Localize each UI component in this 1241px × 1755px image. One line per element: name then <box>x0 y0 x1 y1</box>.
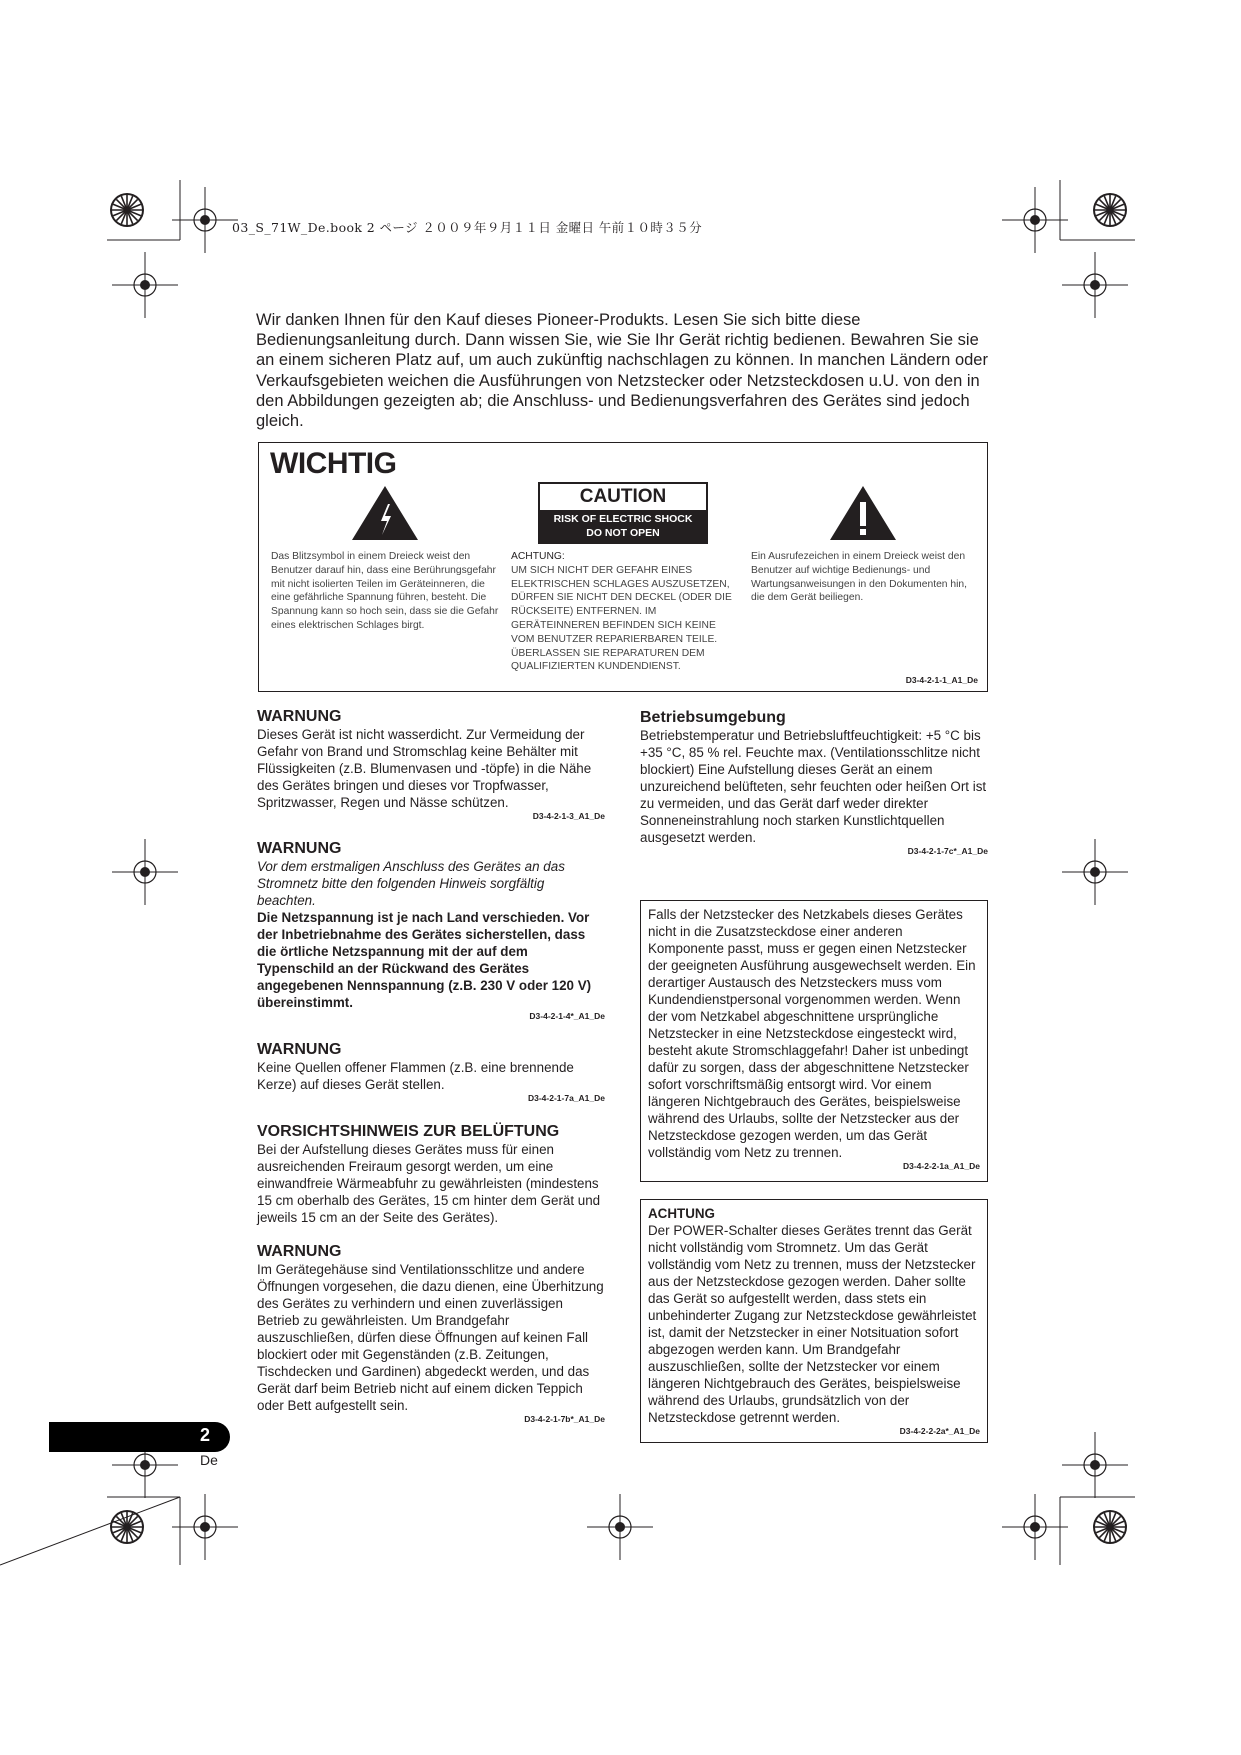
netzstecker-code: D3-4-2-2-1a_A1_De <box>902 1161 980 1171</box>
file-header: 03_S_71W_De.book 2 ページ ２００９年９月１１日 金曜日 午前１０時３５分 <box>232 220 702 235</box>
page-number: 2 <box>200 1425 211 1445</box>
betriebsumgebung-text: Betriebstemperatur und Betriebsluftfeuchtigkeit: +5 °C bis +35 °C, 85 % rel. Feuchte max. (Ventilationsschlitze nicht blockiert) Eine Aufstellung dieses Gerät an einem unzureichend belüfteten, sehr feuchten oder heißen Ort ist zu vermeiden, und das Gerät darf weder direkter Sonneneinstrahlung noch starken Kunstlichtquellen ausgesetzt werden. <box>640 728 987 845</box>
wichtig-title: WICHTIG <box>270 447 397 480</box>
power-label: POWER <box>673 1223 724 1238</box>
belueftung-text: Bei der Aufstellung dieses Gerätes muss für einen ausreichenden Freiraum gesorgt werden, um eine einwandfreie Wärmeabfuhr zu gewährleisten (mindestens 15 cm oberhalb des Gerätes, 15 cm hinter dem Gerät und jeweils 15 cm an der Seite des Gerätes). <box>257 1142 601 1225</box>
warnung-1-title: WARNUNG <box>257 708 342 725</box>
intro-paragraph: Wir danken Ihnen für den Kauf dieses Pioneer-Produkts. Lesen Sie sich bitte diese Bedienungsanleitung durch. Dann wissen Sie, wie Sie Ihr Gerät richtig bedienen. Bewahren Sie sie an einem sicheren Platz auf, um auch zukünftig nachschlagen zu können. In manchen Ländern oder Verkaufsgebieten weichen die Ausführungen von Netzstecker oder Netzsteckdosen u.U. von den in den Abbildungen gezeigten ab; die Anschluss- und Bedienungsverfahren des Gerätes sind jedoch gleich. <box>256 311 988 431</box>
netzstecker-text: Falls der Netzstecker des Netzkabels dieses Gerätes nicht in die Zusatzsteckdose einer anderen Komponente passt, muss er gegen einen Netzstecker der geeigneten Ausführung ausgewechselt werden. Ein derartiger Austausch des Netzsteckers muss vom Kundendienstpersonal vorgenommen werden. Wenn der vom Netzkabel abgeschnittene ursprüngliche Netzstecker in eine Netzsteckdose eingesteckt wird, besteht akute Stromschlaggefahr! Daher ist unbedingt dafür zu sorgen, dass der abgeschnittene Netzstecker sofort vorschriftsmäßig entsorgt wird. Vor einem längeren Nichtgebrauch des Gerätes, beispielsweise während des Urlaubs, sollte der Netzstecker aus der Netzsteckdose gezogen werden, um das Gerät vollständig vom Netz zu trennen. <box>648 907 976 1160</box>
warnung-4-title: WARNUNG <box>257 1243 342 1260</box>
exclamation-explanation: Ein Ausrufezeichen in einem Dreieck weist den Benutzer auf wichtige Bedienungs- und Wartungsanweisungen in den Dokumenten hin, die dem Gerät beiliegen. <box>751 551 967 604</box>
right-column <box>640 709 988 856</box>
achtung-text: UM SICH NICHT DER GEFAHR EINES ELEKTRISCHEN SCHLAGES AUSZUSETZEN, DÜRFEN SIE NICHT DEN DECKEL (ODER DIE RÜCKSEITE) ENTFERNEN. IM GERÄTEINNEREN BEFINDEN SICH KEINE VOM BENUTZER REPARIERBAREN TEILE. ÜBERLASSEN SIE REPARATUREN DEM QUALIFIZIERTEN KUNDENDIENST. <box>511 564 732 673</box>
achtung-box-title: ACHTUNG <box>648 1206 715 1221</box>
lightning-explanation: Das Blitzsymbol in einem Dreieck weist den Benutzer darauf hin, dass eine Berührungsgefahr mit nicht isolierten Teilen im Geräteinneren, die eine gefährliche Spannung führen, besteht. Die Spannung kann so hoch sein, dass sie die Gefahr eines elektrischen Schlages birgt. <box>271 551 499 631</box>
lightning-triangle-icon <box>350 484 420 542</box>
warnung-1-text: Dieses Gerät ist nicht wasserdicht. Zur Vermeidung der Gefahr von Brand und Stromschlag keine Behälter mit Flüssigkeiten (z.B. Blumenvasen und -töpfe) in die Nähe des Gerätes bringen und dieses vor Tropfwasser, Spritzwasser, Regen und Nässe schützen. <box>257 727 592 810</box>
page-language: De <box>200 1452 218 1468</box>
warnung-3-title: WARNUNG <box>257 1041 342 1058</box>
warnung-1-code: D3-4-2-1-3_A1_De <box>532 811 605 821</box>
achtung-box-body: -Schalter dieses Gerätes trennt das Gerät nicht vollständig vom Stromnetz. Um das Gerät vollständig vom Netz zu trennen, muss der Netzstecker aus der Netzsteckdose gezogen werden. Daher sollte das Gerät so aufgestellt werden, dass stets ein unbehinderter Zugang zur Netzsteckdose gewährleistet ist, damit der Netzstecker in einer Notsituation sofort abgezogen werden kann. Um Brandgefahr auszuschließen, sollte der Netzstecker vor einem längeren Nichtgebrauch des Gerätes, beispielsweise während des Urlaubs, grundsätzlich von der Netzsteckdose getrennt werden. <box>648 1223 977 1425</box>
netzstecker-box <box>640 900 988 1182</box>
betriebsumgebung-title: Betriebsumgebung <box>640 709 786 726</box>
warnung-4-text: Im Gerätegehäuse sind Ventilationsschlitze und andere Öffnungen vorgesehen, die dazu dienen, eine Überhitzung des Gerätes zu verhindern und einen zuverlässigen Betrieb zu gewährleisten. Um Brandgefahr auszuschließen, dürfen diese Öffnungen auf keinen Fall blockiert oder mit Gegenständen (z.B. Zeitungen, Tischdecken und Gardinen) abgedeckt werden, und das Gerät darf beim Betrieb nicht auf einem dicken Teppich oder Bett aufgestellt sein. <box>257 1262 604 1413</box>
caution-label <box>538 482 708 544</box>
warnung-3-code: D3-4-2-1-7a_A1_De <box>527 1093 605 1103</box>
caution-title: CAUTION <box>579 486 667 507</box>
warnung-3-text: Keine Quellen offener Flammen (z.B. eine brennende Kerze) auf dieses Gerät stellen. <box>257 1060 574 1092</box>
achtung-box-prefix: Der <box>648 1223 674 1238</box>
wichtig-code: D3-4-2-1-1_A1_De <box>905 675 978 685</box>
achtung-box-text <box>648 1222 980 1426</box>
left-column <box>257 708 605 1424</box>
warnung-2-intro: Vor dem erstmaligen Anschluss des Gerätes an das Stromnetz bitte den folgenden Hinweis sorgfältig beachten. <box>257 859 565 908</box>
exclamation-triangle-icon <box>828 484 898 542</box>
caution-line-1: RISK OF ELECTRIC SHOCK <box>553 513 693 525</box>
betriebsumgebung-code: D3-4-2-1-7c*_A1_De <box>907 846 988 856</box>
warnung-2-text: Die Netzspannung ist je nach Land verschieden. Vor der Inbetriebnahme des Gerätes sicherstellen, dass die örtliche Netzspannung mit der auf dem Typenschild an der Rückwand des Gerätes angegebenen Nennspannung (z.B. 230 V oder 120 V) übereinstimmt. <box>257 910 592 1010</box>
caution-line-2: DO NOT OPEN <box>586 527 660 539</box>
warnung-2-code: D3-4-2-1-4*_A1_De <box>529 1011 605 1021</box>
achtung-explanation <box>511 550 739 674</box>
achtung-box-code: D3-4-2-2-2a*_A1_De <box>899 1426 980 1436</box>
warnung-4-code: D3-4-2-1-7b*_A1_De <box>524 1414 605 1424</box>
achtung-heading: ACHTUNG: <box>511 551 565 562</box>
achtung-box <box>640 1199 988 1443</box>
belueftung-title: VORSICHTSHINWEIS ZUR BELÜFTUNG <box>257 1123 560 1140</box>
caution-subtitle <box>540 510 706 542</box>
warnung-2-title: WARNUNG <box>257 840 342 857</box>
